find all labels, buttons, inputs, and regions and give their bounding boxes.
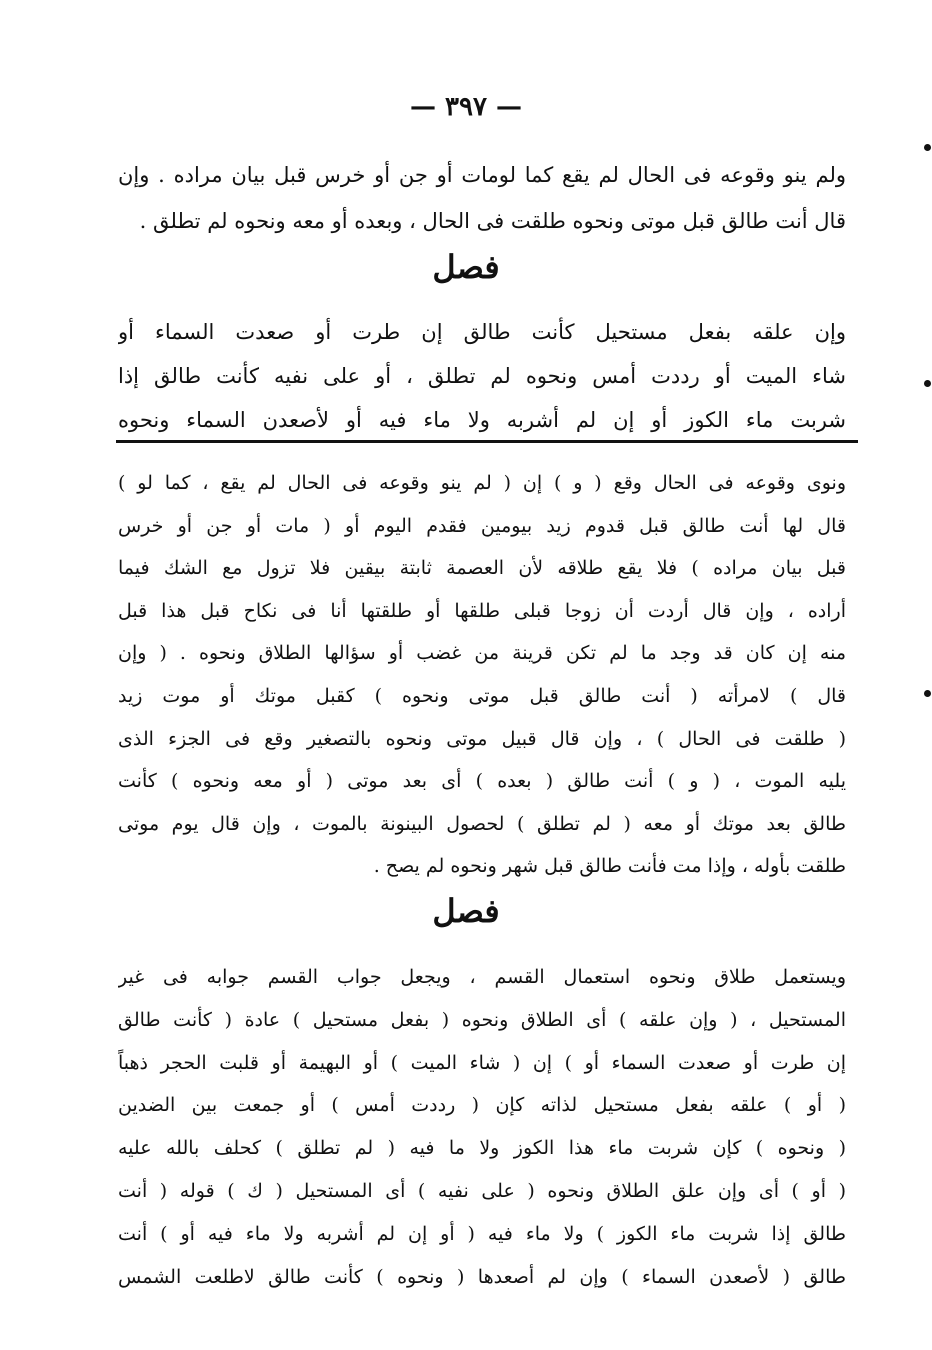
text-line: ( ونحوه ) كإن شربت ماء هذا الكوز ولا ما فيه ( لم تطلق ) كحلف بالله عليه: [118, 1137, 846, 1160]
text-line: ( طلقت فى الحال ) ، وإن قال قبيل موتى ونحوه بالتصغير وقع فى الجزء الذى: [118, 727, 846, 750]
text-line: منه إن كان قد وجد ما لم تكن قرينة من غضب أو سؤالها الطلاق ونحوه . ( وإن: [118, 642, 846, 665]
text-line: أراده ، وإن قال أردت أن زوجا قبلى طلقها أو طلقتها أنا فى نكاح قبل هذا قبل: [118, 599, 846, 622]
page-number: — ٣٩٧ —: [409, 92, 523, 122]
top-continuation: [118, 152, 846, 244]
section-heading: فصل: [432, 892, 500, 930]
section-heading: فصل: [432, 248, 500, 286]
text-line: ويستعمل طلاق ونحوه استعمال القسم ، ويجعل جواب القسم جوابه فى غير: [118, 966, 846, 988]
text-line: وإن علقه بفعل مستحيل كأنت طالق إن طرت أو صعدت السماء أو: [118, 320, 846, 344]
sharh-section: [118, 462, 846, 888]
text-line: يليه الموت ، ( و ) أنت طالق ( بعده ) أى بعد موتى ( أو معه ونحوه ) كأنت: [118, 770, 846, 793]
matn-section: [118, 310, 846, 442]
text-line: قبل بيان مراده ) فلا يقع طلاقه لأن العصمة ثابتة بيقين فلا تزول مع الشك فيما: [118, 557, 846, 580]
text-line: ( أو ) علقه بفعل مستحيل لذاته كإن ( رددت أمس ) أو جمعت بين الضدين: [118, 1094, 846, 1117]
text-line: ولم ينو وقوعه فى الحال لم يقع كما لومات أو جن أو خرس قبل بيان مراده . وإن: [118, 163, 846, 187]
margin-mark: [924, 380, 931, 387]
text-line: المستحيل ، ( وإن علقه ) أى الطلاق ونحوه ( بفعل مستحيل ) عادة ( كأنت طالق: [118, 1008, 846, 1031]
text-line: ونوى وقوعه فى الحال وقع ( و ) إن ( لم ينو وقوعه فى الحال لم يقع ، كما لو ): [118, 472, 846, 494]
text-line: قال أنت طالق قبل موتى ونحوه طلقت فى الحال ، وبعده أو معه ونحوه لم تطلق .: [139, 209, 846, 233]
sharh-section-2: [118, 956, 846, 1298]
text-line: طالق ( لأصعدن السماء ) وإن لم أصعدها ( ونحوه ) كأنت طالق لاطلعت الشمس: [118, 1265, 846, 1288]
margin-mark: [924, 144, 931, 151]
text-line: إن طرت أو صعدت السماء أو ) إن ( شاء الميت ) أو البهيمة أو قلبت الحجر ذهباً: [118, 1051, 846, 1074]
text-line: طالق إذا شربت ماء الكوز ) ولا ماء فيه ( أو إن لم أشربه ولا ماء فيه أو ) أنت: [118, 1222, 846, 1245]
text-line: طالق بعد موتك أو معه ( لم تطلق ) لحصول البينونة بالموت ، وإن قال يوم موتى: [118, 812, 846, 835]
text-line: طلقت بأوله ، وإذا مت فأنت طالق قبل شهر ونحوه لم يصح .: [373, 855, 846, 878]
text-line: شربت ماء الكوز أو إن لم أشربه ولا ماء فيه أو لأصعدن السماء ونحوه: [118, 408, 846, 432]
section-divider: [116, 440, 858, 443]
text-line: قال ) لامرأته ( أنت طالق قبل موتى ونحوه ) كقبل موتك أو موت زيد: [118, 684, 846, 707]
margin-mark: [924, 690, 931, 697]
text-line: قال لها أنت طالق قبل قدوم زيد بيومين فقدم اليوم أو ( مات أو جن أو خرس: [118, 514, 846, 537]
text-line: ( أو ) أى وإن علق الطلاق ونحوه ( على نفيه ) أى المستحيل ( ك ) قوله ( أنت: [118, 1179, 846, 1202]
text-line: شاء الميت أو رددت أمس ونحوه لم تطلق ، أو على نفيه كأنت طالق إذا: [118, 364, 846, 388]
